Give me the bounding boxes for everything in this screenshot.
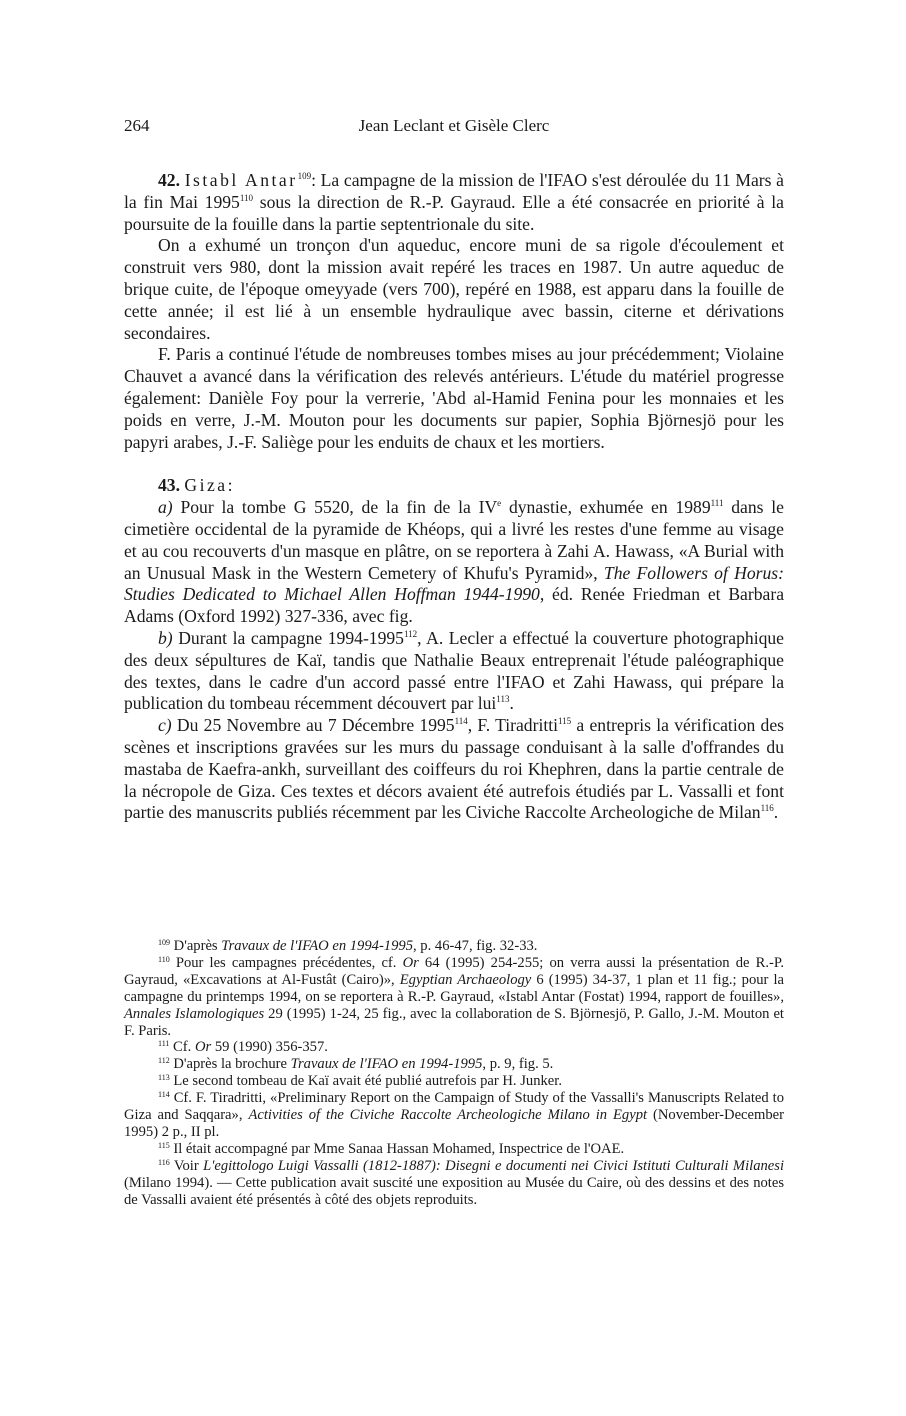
footnote-ref: 112 bbox=[403, 628, 418, 639]
footnote-ref: 111 bbox=[710, 498, 724, 509]
section-number: 42. bbox=[158, 170, 180, 190]
item-label: a) bbox=[158, 497, 173, 518]
running-title: Jean Leclant et Gisèle Clerc bbox=[358, 116, 550, 135]
footnote-111: $^{111}$ Cf. Or 59 (1990) 356-357. bbox=[158, 1039, 328, 1056]
section-43-paragraph-b: b) Durant la campagne 1994-1995$^{112}$, A. Lecler a effectué la couverture photographique des deux sépultures de Kaï, tandis que Nathalie Beaux entreprenait l'étude paléographique des textes, dans le cadre d'un accord passé entre l'IFAO et Zahi Hawass, qui prépare la publication du tombeau récemment découvert par lui$^{113}$. bbox=[124, 627, 784, 714]
footnote-109: $^{109}$ D'après Travaux de l'IFAO en 1994-1995, p. 46-47, fig. 32-33. bbox=[158, 938, 538, 954]
footnote-115: $^{115}$ Il était accompagné par Mme Sanaa Hassan Mohamed, Inspectrice de l'OAE. bbox=[158, 1140, 625, 1157]
footnote-114: $^{114}$ Cf. F. Tiradritti, «Preliminary Report on the Campaign of Study of the Vassalli's Manuscripts Related to Giza and Saqqara», Activities of the Civiche Raccolte Archeologiche Milano in Egypt (November-December 1995) 2 p., II pl. bbox=[124, 1090, 784, 1140]
footnote-ref: 110 bbox=[239, 192, 254, 203]
section-number: 43. bbox=[158, 475, 180, 496]
footnote-ref: 116 bbox=[760, 803, 774, 814]
footnote-ref: 113 bbox=[496, 694, 510, 705]
section-43-heading: 43. Giza: bbox=[158, 475, 233, 496]
footnote-113: $^{113}$ Le second tombeau de Kaï avait été publié autrefois par H. Junker. bbox=[158, 1073, 562, 1090]
section-42-paragraph-2: On a exhumé un tronçon d'un aqueduc, encore muni de sa rigole d'écoulement et construit vers 980, dont la mission avait repéré les traces en 1987. Un autre aqueduc de brique cuite, de l'époque omeyyade (vers 700), repéré en 1988, est apparu dans la fouille de cette année; il est lié à un ensemble hydraulique avec bassin, citerne et dérivations secondaires. bbox=[124, 235, 784, 343]
section-42-paragraph-3: F. Paris a continué l'étude de nombreuses tombes mises au jour précédemment; Violaine Chauvet a avancé dans la vérification des relevés antérieurs. L'étude du matériel progresse également: Danièle Foy pour la verrerie, 'Abd al-Hamid Fenina pour les monnaies et les poids en verre, J.-M. Mouton pour les documents sur papier, Sophia Björnesjö pour les papyri arabes, J.-F. Saliège pour les enduits de chaux et les mortiers. bbox=[124, 344, 784, 452]
footnotes bbox=[124, 938, 784, 1209]
footnote-112: $^{112}$ D'après la brochure Travaux de l'IFAO en 1994-1995, p. 9, fig. 5. bbox=[158, 1056, 554, 1073]
footnote-ref: 114 bbox=[454, 716, 468, 727]
item-label: b) bbox=[158, 627, 173, 648]
site-name: Istabl Antar bbox=[184, 170, 298, 190]
page-number: 264 bbox=[124, 116, 150, 135]
item-label: c) bbox=[158, 715, 172, 736]
page-header bbox=[124, 116, 784, 140]
main-text bbox=[124, 170, 784, 824]
footnote-116: $^{116}$ Voir L'egittologo Luigi Vassalli (1812-1887): Disegni e documenti nei Civici Istituti Culturali Milanesi (Milano 1994). — Cette publication avait suscité une exposition au Musée du Caire, où des dessins et des notes de Vassalli avaient été présentés à côté des objets reproduits. bbox=[124, 1157, 784, 1208]
book-title: The Followers of Horus: Studies Dedicated to Michael Allen Hoffman 1944-1990 bbox=[124, 562, 784, 605]
section-42-paragraph-1: 42. Istabl Antar$^{109}$: La campagne de la mission de l'IFAO s'est déroulée du 11 Mars à la fin Mai 1995$^{110}$ sous la direction de R.-P. Gayraud. Elle a été consacrée en priorité à la poursuite de la fouille dans la partie septentrionale du site. bbox=[124, 170, 784, 234]
section-43-paragraph-a: a) Pour la tombe G 5520, de la fin de la IVe dynastie, exhumée en 1989$^{111}$ dans le cimetière occidental de la pyramide de Khéops, qui a livré les restes d'une femme au visage et au cou recouverts d'un masque en plâtre, on se reportera à Zahi A. Hawass, «A Burial with an Unusual Mask in the Western Cemetery of Khufu's Pyramid», The Followers of Horus: Studies Dedicated to Michael Allen Hoffman 1944-1990, éd. Renée Friedman et Barbara Adams (Oxford 1992) 327-336, avec fig. bbox=[124, 497, 785, 627]
footnote-ref: 109 bbox=[297, 171, 312, 181]
footnote-110: $^{110}$ Pour les campagnes précédentes, cf. Or 64 (1995) 254-255; on verra aussi la présentation de R.-P. Gayraud, «Excavations at Al-Fustât (Cairo)», Egyptian Archaeology 6 (1995) 34-37, 1 plan et 11 fig.; pour la campagne du printemps 1994, on se reportera à R.-P. Gayraud, «Istabl Antar (Fostat) 1994, rapport de fouilles», Annales Islamologiques 29 (1995) 1-24, 25 fig., avec la collaboration de S. Björnesjö, P. Gallo, J.-M. Mouton et F. Paris. bbox=[124, 954, 785, 1039]
footnote-ref: 115 bbox=[558, 716, 572, 727]
site-name: Giza bbox=[184, 475, 228, 496]
section-43-paragraph-c: c) Du 25 Novembre au 7 Décembre 1995$^{114}$, F. Tiradritti$^{115}$ a entrepris la vérification des scènes et inscriptions gravées sur les murs du passage conduisant à la salle d'offrandes du mastaba de Kaefra-ankh, surveillant des coiffeurs du roi Khephren, dans la partie centrale de la nécropole de Giza. Ces textes et décors avaient été autrefois étudiés par L. Vassalli et font partie des manuscrits publiés récemment par les Civiche Raccolte Archeologiche de Milan$^{116}$. bbox=[124, 715, 784, 823]
